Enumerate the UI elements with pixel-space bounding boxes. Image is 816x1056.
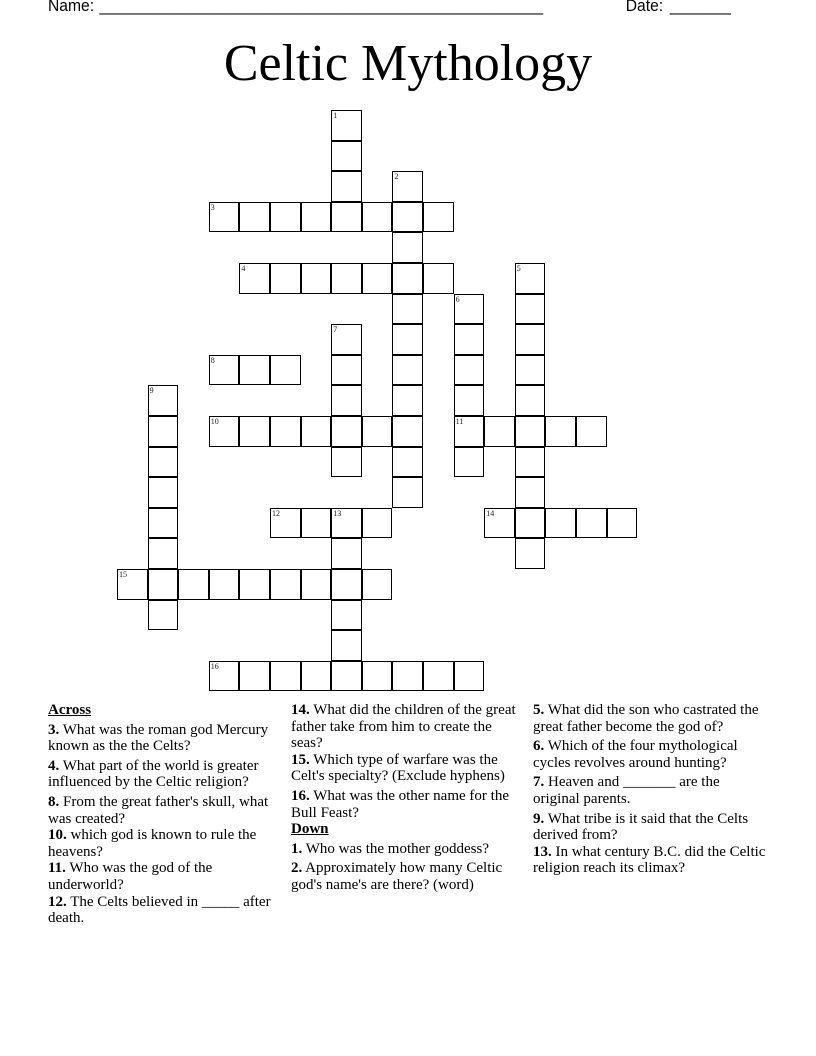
grid-cell[interactable] xyxy=(392,171,423,202)
grid-cell[interactable] xyxy=(607,508,638,539)
grid-cell[interactable] xyxy=(209,202,240,233)
grid-cell[interactable] xyxy=(576,416,607,447)
grid-cell[interactable] xyxy=(148,447,179,478)
clues-column-3 xyxy=(533,702,768,880)
name-field[interactable]: ___________________________________________________ xyxy=(99,0,544,15)
clue-number: 9 xyxy=(149,386,154,396)
grid-cell[interactable] xyxy=(148,538,179,569)
clue-across-10: 10. which god is known to rule the heavens? xyxy=(48,827,257,860)
grid-cell[interactable] xyxy=(515,355,546,386)
grid-cell[interactable] xyxy=(454,416,485,447)
clue-down-5: 5. What did the son who castrated the great father become the god of? xyxy=(533,702,759,735)
grid-cell[interactable] xyxy=(515,477,546,508)
grid-cell[interactable] xyxy=(117,569,148,600)
grid-cell[interactable] xyxy=(331,416,362,447)
grid-cell[interactable] xyxy=(362,416,393,447)
grid-cell[interactable] xyxy=(331,569,362,600)
grid-cell[interactable] xyxy=(148,600,179,631)
grid-cell[interactable] xyxy=(239,661,270,692)
grid-cell[interactable] xyxy=(301,569,332,600)
grid-cell[interactable] xyxy=(392,385,423,416)
grid-cell[interactable] xyxy=(239,416,270,447)
grid-cell[interactable] xyxy=(331,661,362,692)
grid-cell[interactable] xyxy=(362,661,393,692)
grid-cell[interactable] xyxy=(392,661,423,692)
clue-number: 5 xyxy=(516,264,521,273)
grid-cell[interactable] xyxy=(454,294,485,325)
grid-cell[interactable] xyxy=(331,630,362,661)
grid-cell[interactable] xyxy=(515,447,546,478)
grid-cell[interactable] xyxy=(362,263,393,294)
grid-cell[interactable] xyxy=(270,661,301,692)
grid-cell[interactable] xyxy=(392,263,423,294)
grid-cell[interactable] xyxy=(331,324,362,355)
grid-cell[interactable] xyxy=(209,661,240,692)
grid-cell[interactable] xyxy=(362,569,393,600)
grid-cell[interactable] xyxy=(239,263,270,294)
clue-across-11: 11. Who was the god of the underworld? xyxy=(48,860,213,893)
grid-cell[interactable] xyxy=(239,569,270,600)
date-label: Date: xyxy=(625,0,664,15)
clue-number: 2 xyxy=(394,172,399,182)
grid-cell[interactable] xyxy=(392,355,423,386)
grid-cell[interactable] xyxy=(423,202,454,233)
clue-number: 13 xyxy=(333,508,342,518)
grid-cell[interactable] xyxy=(362,202,393,233)
grid-cell[interactable] xyxy=(301,508,332,539)
grid-cell[interactable] xyxy=(301,416,332,447)
grid-cell[interactable] xyxy=(392,202,423,233)
grid-cell[interactable] xyxy=(301,263,332,294)
across-heading: Across xyxy=(48,702,92,718)
grid-cell[interactable] xyxy=(331,355,362,386)
clue-number: 1 xyxy=(333,111,338,120)
grid-cell[interactable] xyxy=(392,324,423,355)
grid-cell[interactable] xyxy=(270,569,301,600)
grid-cell[interactable] xyxy=(209,416,240,447)
grid-cell[interactable] xyxy=(270,508,301,539)
grid-cell[interactable] xyxy=(331,141,362,172)
clue-down-9: 9. What tribe is it said that the Celts derived from? xyxy=(533,810,749,844)
clues-column-1 xyxy=(48,702,280,930)
grid-cell[interactable] xyxy=(239,355,270,386)
grid-cell[interactable] xyxy=(331,263,362,294)
grid-cell[interactable] xyxy=(148,477,179,508)
grid-cell[interactable] xyxy=(515,416,546,447)
clue-across-4: 4. What part of the world is greater influenced by the Celtic religion? xyxy=(48,757,259,791)
grid-cell[interactable] xyxy=(515,508,546,539)
grid-cell[interactable] xyxy=(484,508,515,539)
grid-cell[interactable] xyxy=(484,416,515,447)
grid-cell[interactable] xyxy=(454,661,485,692)
clue-across-12: 12. The Celts believed in _____ after death. xyxy=(48,893,271,927)
clue-across-14: 14. What did the children of the great father take from him to create the seas? xyxy=(291,702,516,752)
grid-cell[interactable] xyxy=(270,416,301,447)
clue-number: 4 xyxy=(241,264,246,273)
clue-down-1: 1. Who was the mother goddess? xyxy=(291,840,490,857)
clue-number: 10 xyxy=(210,417,219,426)
grid-cell[interactable] xyxy=(239,202,270,233)
clue-number: 12 xyxy=(272,508,280,518)
clue-number: 3 xyxy=(210,202,215,212)
grid-cell[interactable] xyxy=(148,508,179,539)
grid-cell[interactable] xyxy=(454,324,485,355)
grid-cell[interactable] xyxy=(331,202,362,233)
grid-cell[interactable] xyxy=(423,263,454,294)
clue-number: 16 xyxy=(210,661,219,671)
name-label: Name: xyxy=(48,0,95,15)
down-heading: Down xyxy=(291,821,329,838)
clue-down-7: 7. Heaven and _______ are the original parents. xyxy=(533,774,720,807)
clue-down-2: 2. Approximately how many Celtic god's name's are there? (word) xyxy=(291,860,503,893)
clue-across-16: 16. What was the other name for the Bull Feast? xyxy=(291,787,509,821)
grid-cell[interactable] xyxy=(270,355,301,386)
grid-cell[interactable] xyxy=(515,324,546,355)
grid-cell[interactable] xyxy=(454,447,485,478)
clue-across-15: 15. Which type of warfare was the Celt's specialty? (Exclude hyphens) xyxy=(291,751,505,785)
clue-down-6: 6. Which of the four mythological cycles revolves around hunting? xyxy=(533,738,738,771)
grid-cell[interactable] xyxy=(209,569,240,600)
grid-cell[interactable] xyxy=(270,263,301,294)
clues-column-2 xyxy=(291,702,519,897)
grid-cell[interactable] xyxy=(454,385,485,416)
grid-cell[interactable] xyxy=(331,538,362,569)
grid-cell[interactable] xyxy=(545,508,576,539)
grid-cell[interactable] xyxy=(270,202,301,233)
grid-cell[interactable] xyxy=(331,600,362,631)
grid-cell[interactable] xyxy=(545,416,576,447)
grid-cell[interactable] xyxy=(392,232,423,263)
grid-cell[interactable] xyxy=(392,447,423,478)
grid-cell[interactable] xyxy=(392,477,423,508)
date-field[interactable]: _______ xyxy=(669,0,731,15)
grid-cell[interactable] xyxy=(362,508,393,539)
clue-number: 8 xyxy=(210,355,215,365)
clue-number: 14 xyxy=(486,508,495,518)
grid-cell[interactable] xyxy=(148,416,179,447)
grid-cell[interactable] xyxy=(301,661,332,692)
grid-cell[interactable] xyxy=(148,569,179,600)
grid-cell[interactable] xyxy=(392,294,423,325)
clue-number: 15 xyxy=(119,570,127,579)
clue-number: 7 xyxy=(333,325,338,335)
grid-cell[interactable] xyxy=(331,508,362,539)
grid-cell[interactable] xyxy=(423,661,454,692)
grid-cell[interactable] xyxy=(331,171,362,202)
grid-cell[interactable] xyxy=(331,110,362,141)
grid-cell[interactable] xyxy=(178,569,209,600)
grid-cell[interactable] xyxy=(209,355,240,386)
grid-cell[interactable] xyxy=(392,416,423,447)
clue-down-13: 13. In what century B.C. did the Celtic religion reach its climax? xyxy=(533,843,766,877)
grid-cell[interactable] xyxy=(148,385,179,416)
grid-cell[interactable] xyxy=(515,385,546,416)
clue-across-8: 8. From the great father's skull, what was created? xyxy=(48,793,269,827)
grid-cell[interactable] xyxy=(331,385,362,416)
grid-cell[interactable] xyxy=(515,263,546,294)
page-title: Celtic Mythology xyxy=(223,35,593,92)
grid-cell[interactable] xyxy=(515,538,546,569)
clue-number: 11 xyxy=(455,417,464,426)
grid-cell[interactable] xyxy=(515,294,546,325)
grid-cell[interactable] xyxy=(454,355,485,386)
grid-cell[interactable] xyxy=(301,202,332,233)
clue-number: 6 xyxy=(455,294,460,304)
clue-across-3: 3. What was the roman god Mercury known as the the Celts? xyxy=(48,721,269,755)
grid-cell[interactable] xyxy=(576,508,607,539)
grid-cell[interactable] xyxy=(331,447,362,478)
